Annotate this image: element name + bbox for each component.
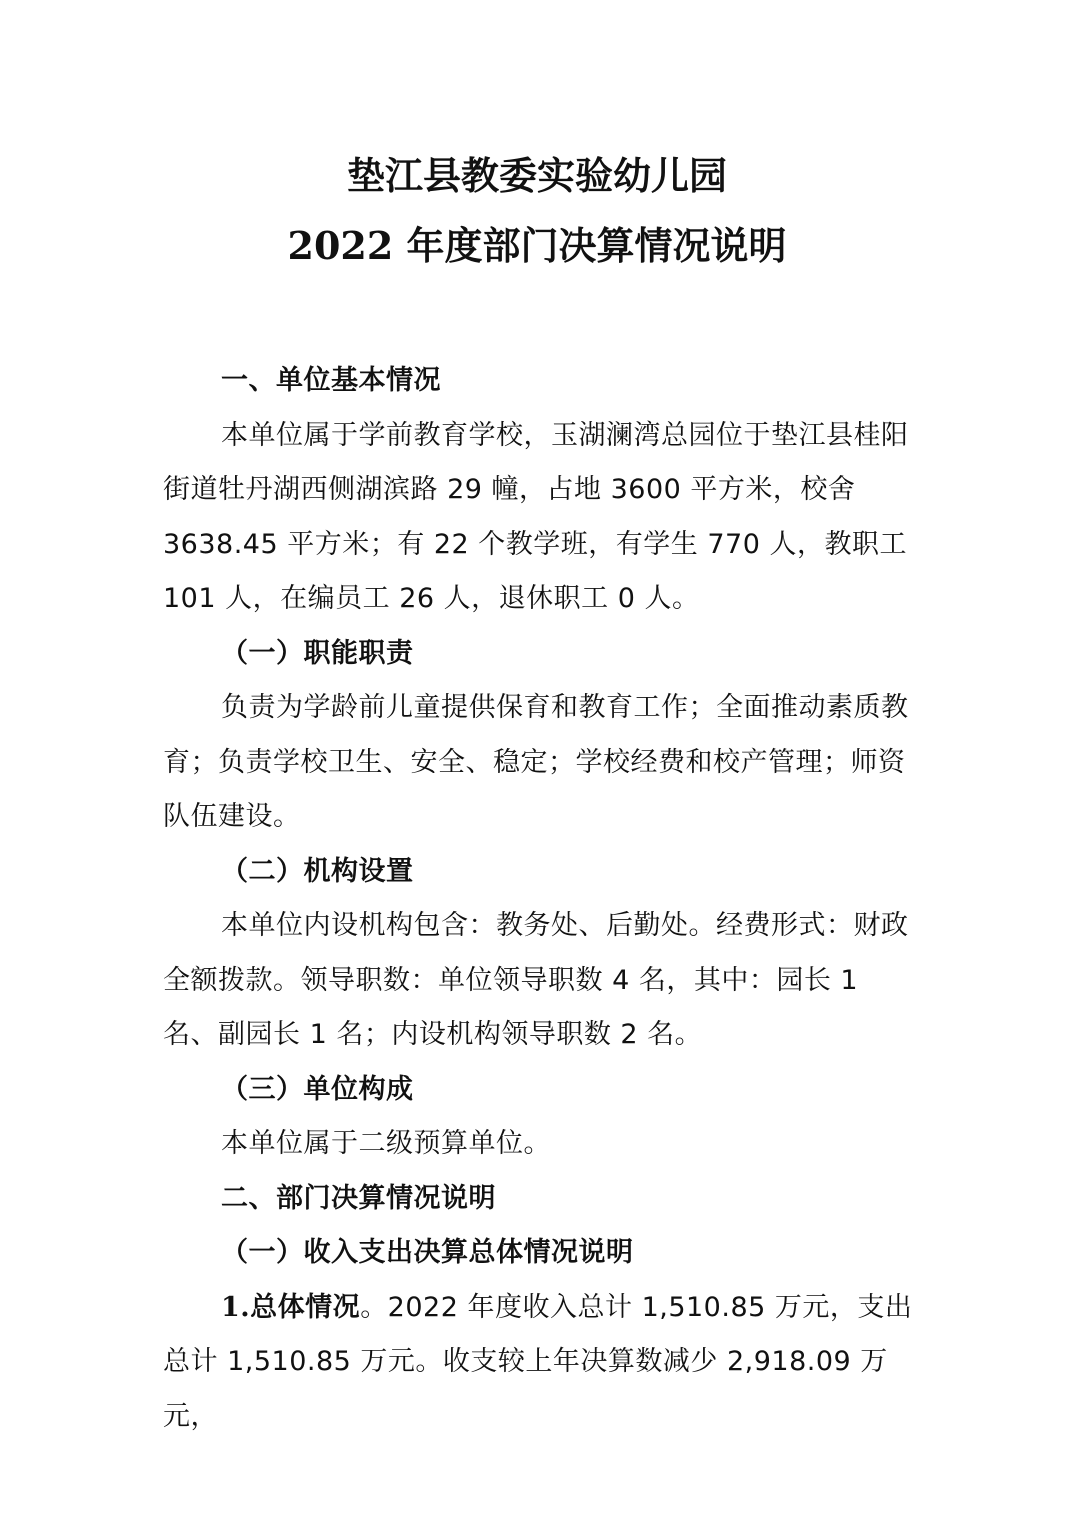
paragraph-basic-info: 本单位属于学前教育学校，玉湖澜湾总园位于垫江县桂阳街道牡丹湖西侧湖滨路 29 幢，占地 3600 平方米，校舍 3638.45 平方米；有 22 个教学班，有学生 770 人，教职工 101 人，在编员工 26 人，退休职工 0 人。 (163, 419, 909, 614)
document-title-line1: 垫江县教委实验幼儿园 (346, 153, 727, 198)
document-body (163, 354, 915, 1444)
subsection-heading-composition: （三）单位构成 (221, 1073, 414, 1105)
paragraph-functions: 负责为学龄前儿童提供保育和教育工作；全面推动素质教育；负责学校卫生、安全、稳定；学校经费和校产管理；师资队伍建设。 (163, 692, 909, 832)
overall-text: 。2022 年度收入总计 1,510.85 万元，支出总计 1,510.85 万元。收支较上年决算数减少 2,918.09 万元， (163, 1291, 913, 1432)
paragraph-organization: 本单位内设机构包含：教务处、后勤处。经费形式：财政全额拨款。领导职数：单位领导职数 4 名，其中：园长 1 名、副园长 1 名；内设机构领导职数 2 名。 (163, 910, 909, 1050)
document-title-line2: 2022 年度部门决算情况说明 (287, 223, 787, 268)
section-heading-final-accounts: 二、部门决算情况说明 (221, 1182, 496, 1214)
paragraph-overall (163, 1281, 915, 1445)
paragraph-composition: 本单位属于二级预算单位。 (221, 1128, 551, 1159)
subsection-heading-organization: （二）机构设置 (221, 855, 414, 887)
overall-label: 1.总体情况 (221, 1291, 361, 1323)
section-heading-basic-info: 一、单位基本情况 (221, 365, 441, 396)
subsection-heading-income-expense: （一）收入支出决算总体情况说明 (221, 1237, 634, 1268)
subsection-heading-functions: （一）职能职责 (221, 637, 414, 669)
